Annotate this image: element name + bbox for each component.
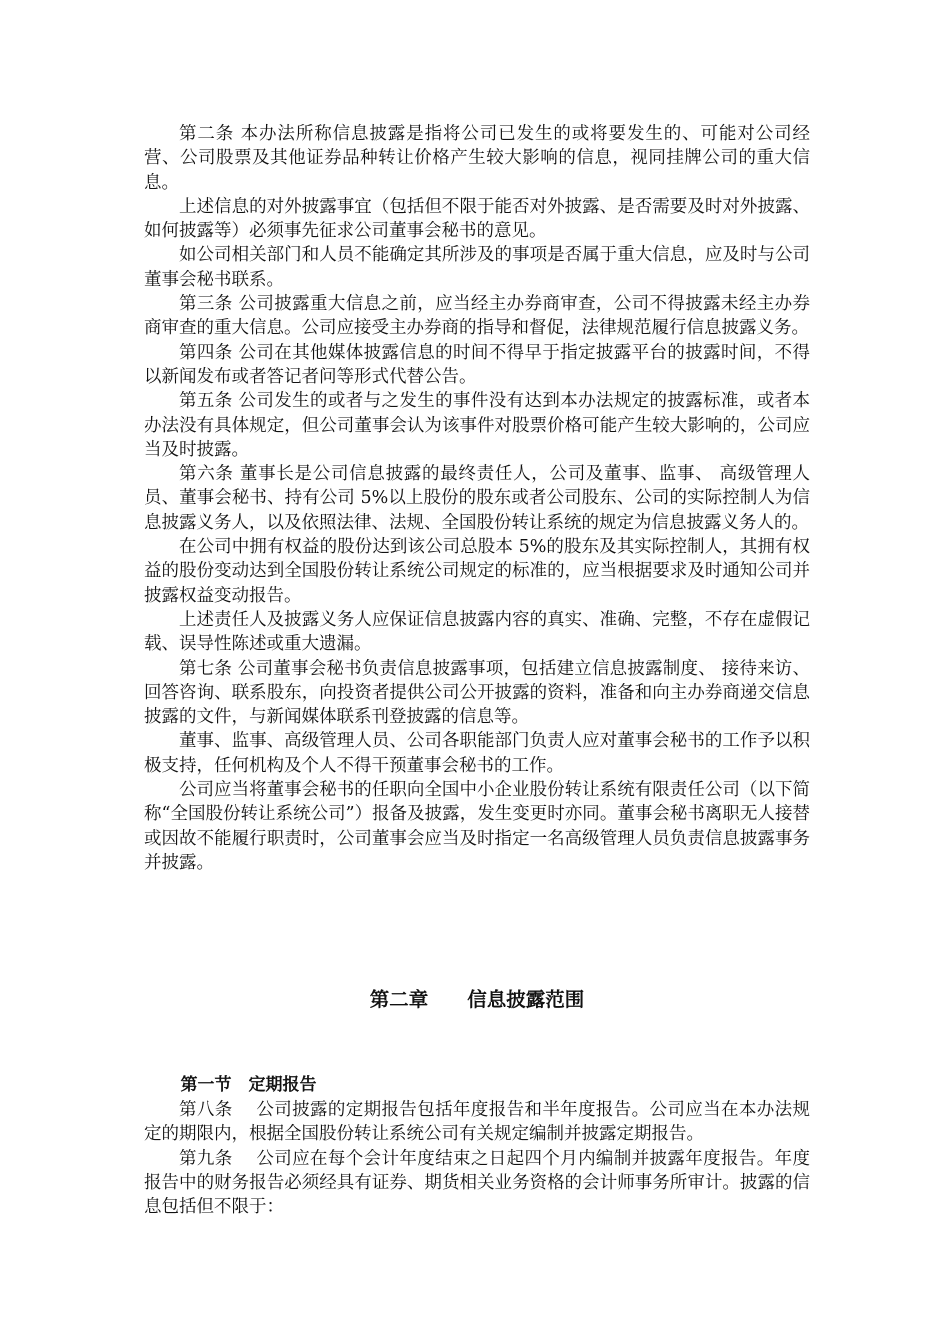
chapter-heading: 第二章 信息披露范围 [369,988,585,1011]
article-8: 第八条 公司披露的定期报告包括年度报告和半年度报告。公司应当在本办法规定的期限内，根据全国股份转让系统公司有关规定编制并披露定期报告。 [144,1100,810,1145]
document-body-section-1 [144,1098,810,1219]
article-7-para-3: 公司应当将董事会秘书的任职向全国中小企业股份转让系统有限责任公司（以下简称“全国股份转让系统公司”）报备及披露，发生变更时亦同。董事会秘书离职无人接替或因故不能履行职责时，公司董事会应当及时指定一名高级管理人员负责信息披露事务并披露。 [144,780,810,873]
article-4: 第四条 公司在其他媒体披露信息的时间不得早于指定披露平台的披露时间，不得以新闻发布或者答记者问等形式代替公告。 [144,342,810,387]
article-5: 第五条 公司发生的或者与之发生的事件没有达到本办法规定的披露标准，或者本办法没有具体规定，但公司董事会认为该事件对股票价格可能产生较大影响的，公司应当及时披露。 [144,391,810,460]
article-9: 第九条 公司应在每个会计年度结束之日起四个月内编制并披露年度报告。年度报告中的财务报告必须经具有证券、期货相关业务资格的会计师事务所审计。披露的信息包括但不限于： [144,1148,810,1218]
section-heading: 第一节 定期报告 [180,1075,317,1095]
article-7-para-2: 董事、监事、高级管理人员、公司各职能部门负责人应对董事会秘书的工作予以积极支持，任何机构及个人不得干预董事会秘书的工作。 [144,731,810,776]
article-2: 第二条 本办法所称信息披露是指将公司已发生的或将要发生的、可能对公司经营、公司股票及其他证券品种转让价格产生较大影响的信息，视同挂牌公司的重大信息。 [144,124,810,193]
article-7: 第七条 公司董事会秘书负责信息披露事项，包括建立信息披露制度、 接待来访、回答咨询、联系股东，向投资者提供公司公开披露的资料，准备和向主办券商递交信息披露的文件，与新闻媒体联系刊登披露的信息等。 [144,658,810,728]
article-6-para-3: 上述责任人及披露义务人应保证信息披露内容的真实、准确、完整，不存在虚假记载、误导性陈述或重大遗漏。 [144,609,810,655]
article-6: 第六条 董事长是公司信息披露的最终责任人，公司及董事、监事、 高级管理人员、董事会秘书、持有公司 5%以上股份的股东或者公司股东、公司的实际控制人为信息披露义务人，以及依照法律、法规、全国股份转让系统的规定为信息披露义务人的。 [144,464,810,533]
article-3: 第三条 公司披露重大信息之前，应当经主办券商审查，公司不得披露未经主办券商审查的重大信息。公司应接受主办券商的指导和督促，法律规范履行信息披露义务。 [144,294,810,339]
article-2-para-2: 上述信息的对外披露事宜（包括但不限于能否对外披露、是否需要及时对外披露、如何披露等）必须事先征求公司董事会秘书的意见。 [144,196,810,242]
article-6-para-2: 在公司中拥有权益的股份达到该公司总股本 5%的股东及其实际控制人，其拥有权益的股份变动达到全国股份转让系统公司规定的标准的，应当根据要求及时通知公司并披露权益变动报告。 [144,537,810,606]
article-2-para-3: 如公司相关部门和人员不能确定其所涉及的事项是否属于重大信息，应及时与公司董事会秘书联系。 [144,245,810,290]
document-body [144,122,810,875]
